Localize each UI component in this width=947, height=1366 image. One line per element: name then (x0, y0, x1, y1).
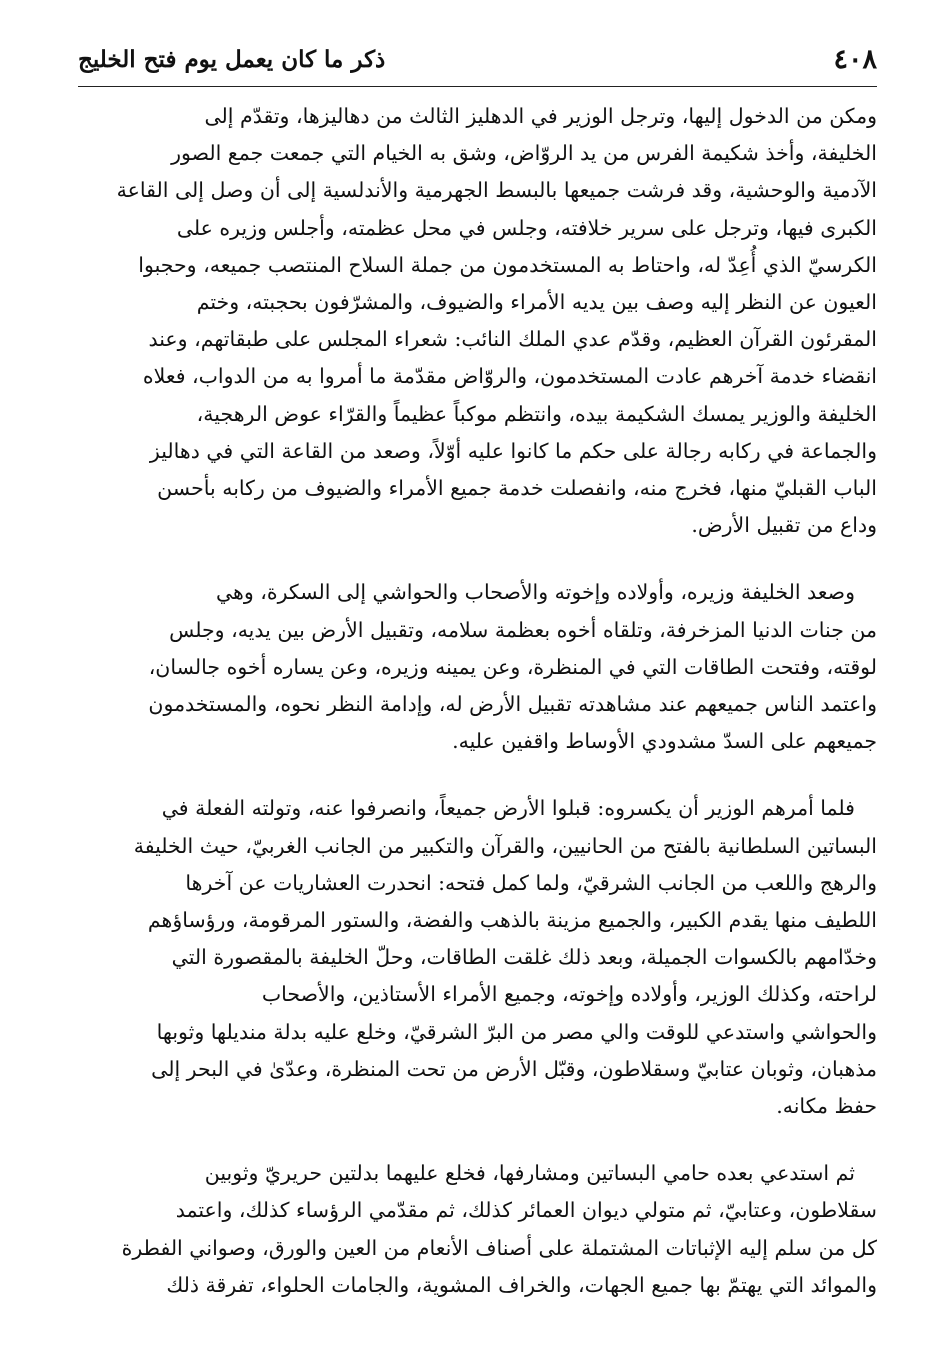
page-number: ٤٠٨ (833, 44, 877, 75)
body-text (78, 98, 877, 1304)
paragraph-2: وصعد الخليفة وزيره، وأولاده وإخوته والأصحاب والحواشي إلى السكرة، وهي من جنات الدنيا المزخرفة، وتلقاه أخوه بعظمة سلامه، وتقبيل الأرض بين يديه، وجلس لوقته، وفتحت الطاقات التي في المنظرة، وعن يمينه وزيره، وعن يساره أخوه جالسان، واعتمد الناس جميعهم عند مشاهدته تقبيل الأرض له، وإدامة النظر نحوه، والمستخدمون جميعهم على السدّ مشدودي الأوساط واقفين عليه. (148, 580, 877, 754)
header-rule (78, 86, 877, 87)
page-header (78, 40, 877, 84)
paragraph-3: فلما أمرهم الوزير أن يكسروه: قبلوا الأرض جميعاً، وانصرفوا عنه، وتولته الفعلة في البساتين السلطانية بالفتح من الحانيين، والقرآن والتكبير من الجانب الغربيّ، حيث الخليفة والرهج واللعب من الجانب الشرقيّ، ولما كمل فتحه: انحدرت العشاريات عن آخرها اللطيف منها يقدم الكبير، والجميع مزينة بالذهب والفضة، والستور المرقومة، ورؤساؤهم وخدّامهم بالكسوات الجميلة، وبعد ذلك غلقت الطاقات، وحلّ الخليفة بالمقصورة التي لراحته، وكذلك الوزير، وأولاده وإخوته، وجميع الأمراء الأستاذين، والأصحاب والحواشي واستدعي للوقت والي مصر من البرّ الشرقيّ، وخلع عليه بدلة منديلها وثوبها مذهبان، وثوبان عتابيّ وسقلاطون، وقبّل الأرض من تحت المنظرة، وعدّىٰ في البحر إلى حفظ مكانه. (133, 796, 877, 1119)
paragraph-1: ومكن من الدخول إليها، وترجل الوزير في الدهليز الثالث من دهاليزها، وتقدّم إلى الخليفة، وأخذ شكيمة الفرس من يد الروّاض، وشق به الخيام التي جمعت جمع الصور الآدمية والوحشية، وقد فرشت جميعها بالبسط الجهرمية والأندلسية إلى أن وصل إلى القاعة الكبرى فيها، وترجل على سرير خلافته، وجلس في محل عظمته، وأجلس وزيره على الكرسيّ الذي أُعِدّ له، واحتاط به المستخدمون من جملة السلاح المنتصب جميعه، وحجبوا العيون عن النظر إليه وصف بين يديه الأمراء والضيوف، والمشرّفون بحجبته، وختم المقرئون القرآن العظيم، وقدّم عدي الملك النائب: شعراء المجلس على طبقاتهم، وعند انقضاء خدمة آخرهم عادت المستخدمون، والروّاض مقدّمة ما أمروا به من الدواب، فعلاه الخليفة والوزير يمسك الشكيمة بيده، وانتظم موكباً عظيماً والقرّاء عوض الرهجية، والجماعة في ركابه رجالة على حكم ما كانوا عليه أوّلاً، وصعد من القاعة التي في دهاليز الباب القبليّ منها، فخرج منه، وانفصلت خدمة جميع الأمراء والضيوف من ركابه بأحسن وداع من تقبيل الأرض. (116, 104, 877, 538)
running-title: ذكر ما كان يعمل يوم فتح الخليج (78, 46, 386, 73)
paragraph-4: ثم استدعي بعده حامي البساتين ومشارفها، فخلع عليهما بدلتين حريريّ وثوبين سقلاطون، وعتابيّ، ثم متولي ديوان العمائر كذلك، ثم مقدّمي الرؤساء كذلك، واعتمد كل من سلم إليه الإثباتات المشتملة على أصناف الأنعام من العين والورق، وصواني الفطرة والموائد التي يهتمّ بها جميع الجهات، والخراف المشوية، والجامات الحلواء، تفرقة ذلك (121, 1161, 877, 1297)
